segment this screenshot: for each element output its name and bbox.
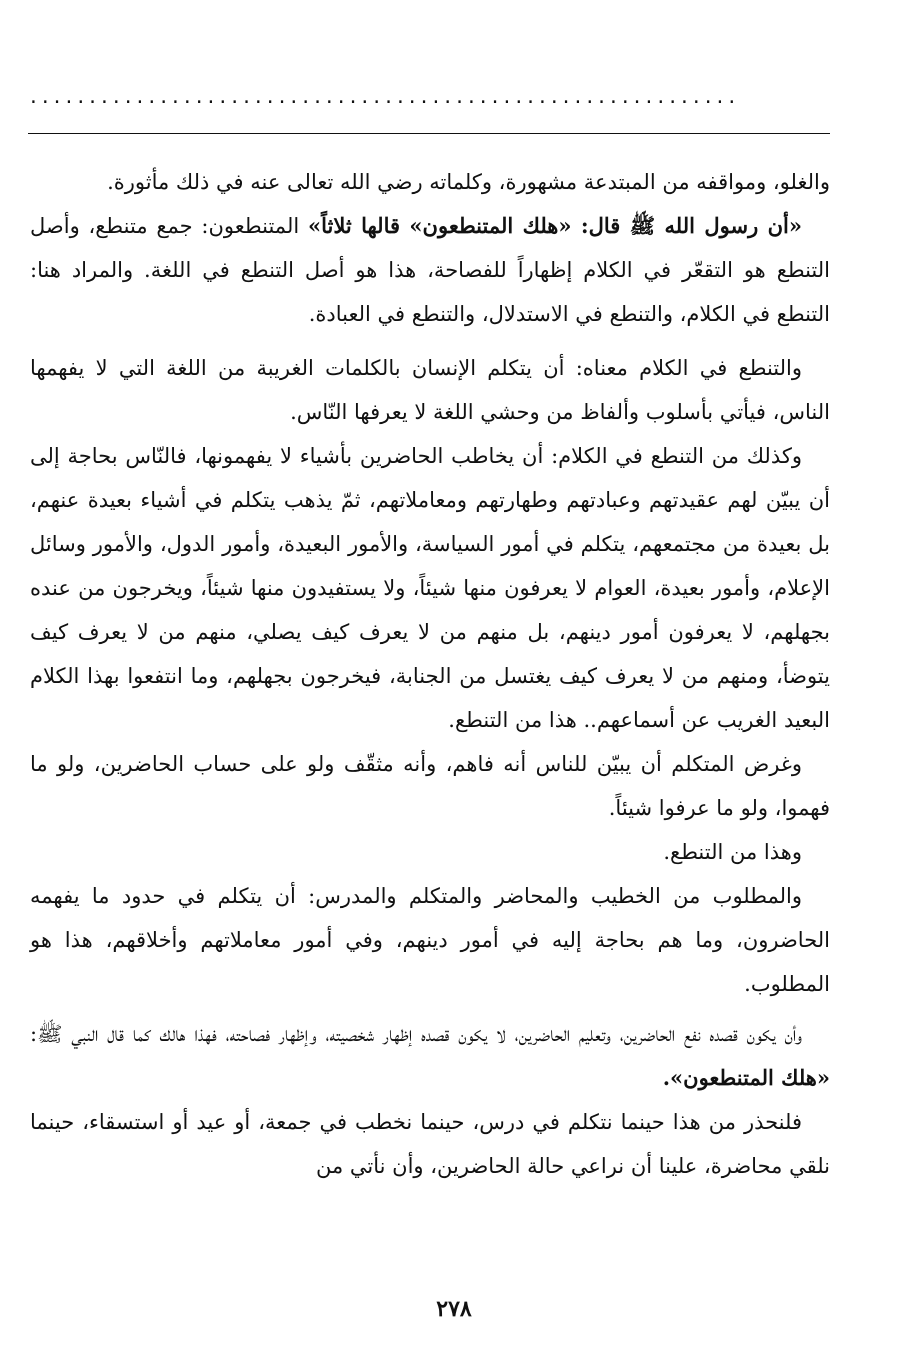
paragraph-2 [30,204,830,336]
paragraph-6 [30,830,830,874]
paragraph-5-text: وغرض المتكلم أن يبيّن للناس أنه فاهم، وأنه مثقّف ولو على حساب الحاضرين، ولو ما فهموا، ولو ما عرفوا شيئاً. [30,752,830,820]
paragraph-1 [30,160,830,204]
paragraph-3-text: والتنطع في الكلام معناه: أن يتكلم الإنسان بالكلمات الغريبة من اللغة التي لا يفهمها الناس، فيأتي بأسلوب وألفاظ من وحشي اللغة لا يعرفها النّاس. [30,356,830,424]
paragraph-2-text: المتنطعون: جمع متنطع، وأصل التنطع هو التقعّر في الكلام إظهاراً للفصاحة، هذا هو أصل التنطع في اللغة. والمراد هنا: التنطع في الكلام، والتنطع في الاستدلال، والتنطع في العبادة. [30,214,830,326]
paragraph-1-text: والغلو، ومواقفه من المبتدعة مشهورة، وكلماته رضي الله تعالى عنه في ذلك مأثورة. [107,170,830,194]
paragraph-7 [30,874,830,1006]
paragraph-4-text: وكذلك من التنطع في الكلام: أن يخاطب الحاضرين بأشياء لا يفهمونها، فالنّاس بحاجة إلى أن يبيّن لهم عقيدتهم وعبادتهم وطهارتهم ومعاملاتهم، ثمّ يذهب يتكلم في أشياء بعيدة عنهم، بل بعيدة من مجتمعهم، يتكلم في أمور السياسة، والأمور البعيدة، وأمور الدول، والأمور وسائل الإعلام، وأمور بعيدة، العوام لا يعرفون منها شيئاً، ولا يستفيدون منها شيئاً، ويخرجون من عنده بجهلهم، لا يعرفون أمور دينهم، بل منهم من لا يعرف كيف يصلي، منهم من لا يعرف كيف يتوضأ، ومنهم من لا يعرف كيف يغتسل من الجنابة، فيخرجون بجهلهم، وما انتفعوا بهذا الكلام البعيد الغريب عن أسماعهم.. هذا من التنطع. [30,444,830,732]
header-dotted-line: ............................................................ [28,87,739,108]
paragraph-9 [30,1100,830,1188]
hadith-quote-end: «هلك المتنطعون». [662,1065,830,1090]
header-rule [28,133,830,134]
page-number: ٢٧٨ [436,1296,472,1322]
paragraph-3 [30,346,830,434]
hadith-quote: «أن رسول الله ﷺ قال: «هلك المتنطعون» قالها ثلاثاً» [307,213,802,238]
paragraph-8-text: وأن يكون قصده نفع الحاضرين، وتعليم الحاضرين، لا يكون قصده إظهار شخصيته، وإظهار فصاحته، فهذا هالك كما قال النبي ﷺ: [30,1022,802,1046]
page-body [30,160,830,1188]
paragraph-9-text: فلنحذر من هذا حينما نتكلم في درس، حينما نخطب في جمعة، أو عيد أو استسقاء، حينما نلقي محاضرة، علينا أن نراعي حالة الحاضرين، وأن نأتي من [30,1110,830,1178]
paragraph-5 [30,742,830,830]
paragraph-7-text: والمطلوب من الخطيب والمحاضر والمتكلم والمدرس: أن يتكلم في حدود ما يفهمه الحاضرون، وما هم بحاجة إليه في أمور دينهم، وفي أمور معاملاتهم وأخلاقهم، هذا هو المطلوب. [30,884,830,996]
paragraph-4 [30,434,830,742]
paragraph-8 [30,1012,830,1100]
paragraph-6-text: وهذا من التنطع. [663,840,802,864]
